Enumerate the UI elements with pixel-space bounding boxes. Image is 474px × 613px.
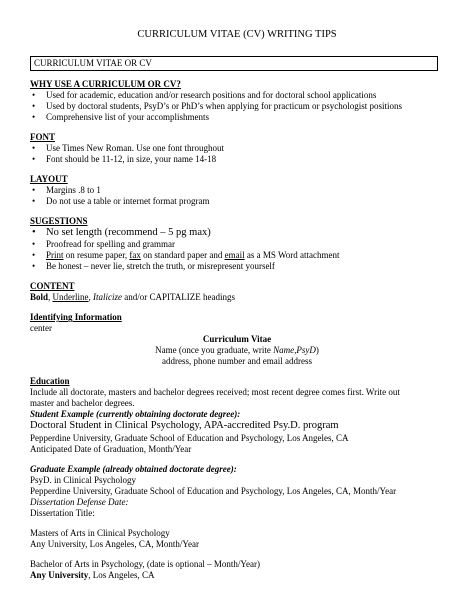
why-heading: WHY USE A CURRICULUM OR CV?: [30, 79, 181, 89]
grad-line: Dissertation Title:: [30, 507, 95, 518]
bullet-icon: •: [32, 100, 36, 111]
grad-line: PsyD. in Clinical Psychology: [30, 474, 137, 485]
education-heading: Education: [30, 376, 70, 387]
font-list: [30, 143, 444, 165]
font-heading: FONT: [30, 131, 56, 142]
student-line: Pepperdine University, Graduate School of Education and Psychology, Los Angeles, CA: [30, 432, 349, 443]
address-line: address, phone number and email address: [162, 356, 312, 367]
bullet-icon: •: [32, 184, 36, 195]
layout-heading: LAYOUT: [30, 173, 68, 184]
list-item: • Used for academic, education and/or research positions and for doctoral school applications: [32, 89, 377, 100]
bullet-icon: •: [32, 142, 36, 153]
masters-line: Masters of Arts in Clinical Psychology: [30, 527, 170, 538]
masters-line: Any University, Los Angeles, CA, Month/Year: [30, 538, 199, 549]
bullet-icon: •: [32, 226, 36, 238]
graduate-example-heading: Graduate Example (already obtained doctorate degree):: [30, 463, 237, 474]
bullet-icon: •: [32, 195, 36, 206]
list-item: • Print on resume paper, fax on standard paper and email as a MS Word attachment: [32, 250, 340, 261]
grad-line: Dissertation Defense Date:: [30, 496, 129, 507]
list-item: • Font should be 11-12, in size, your name 14-18: [32, 153, 217, 164]
list-item: • No set length (recommend – 5 pg max): [32, 226, 211, 238]
bullet-icon: •: [32, 261, 36, 272]
education-line: master and bachelor degrees.: [30, 398, 135, 409]
student-line: Anticipated Date of Graduation, Month/Year: [30, 443, 192, 454]
bachelor-line: Bachelor of Arts in Psychology, (date is optional – Month/Year): [30, 558, 260, 569]
content-heading: CONTENT: [30, 281, 75, 292]
content-line: Bold, Underline, Italicize and/or CAPITALIZE headings: [30, 292, 236, 303]
list-item: • Do not use a table or internet format program: [32, 195, 210, 206]
center-word: center: [30, 323, 52, 334]
list-item: • Use Times New Roman. Use one font throughout: [32, 142, 224, 153]
list-item: • Proofread for spelling and grammar: [32, 239, 175, 250]
name-line: Name (once you graduate, write Name,PsyD): [155, 345, 319, 356]
list-item: • Be honest – never lie, stretch the truth, or misrepresent yourself: [32, 261, 275, 272]
list-item: • Comprehensive list of your accomplishments: [32, 111, 209, 122]
cv-title: Curriculum Vitae: [202, 334, 272, 345]
bullet-icon: •: [32, 153, 36, 164]
bullet-icon: •: [32, 111, 36, 122]
grad-line: Pepperdine University, Graduate School of Education and Psychology, Los Angeles, CA, Month/Year: [30, 485, 397, 496]
subtitle-box: CURRICULUM VITAE OR CV: [30, 56, 438, 71]
document-body: [30, 79, 444, 580]
education-line: Include all doctorate, masters and bachelor degrees received; most recent degree comes first. Write out: [30, 387, 400, 398]
list-item: • Margins .8 to 1: [32, 184, 101, 195]
why-list: [30, 90, 444, 123]
bachelor-line: Any University, Los Angeles, CA: [30, 569, 155, 580]
bullet-icon: •: [32, 250, 36, 261]
document-title: CURRICULUM VITAE (CV) WRITING TIPS: [137, 29, 337, 40]
list-item: • Used by doctoral students, PsyD’s or PhD’s when applying for practicum or psychologist positions: [32, 100, 402, 111]
bullet-icon: •: [32, 239, 36, 250]
bullet-icon: •: [32, 89, 36, 100]
layout-list: [30, 185, 444, 207]
student-example-heading: Student Example (currently obtaining doctorate degree):: [30, 409, 241, 420]
identifying-heading: Identifying Information: [30, 312, 122, 323]
student-line: Doctoral Student in Clinical Psychology, APA-accredited Psy.D. program: [30, 420, 339, 432]
suggestions-heading: SUGESTIONS: [30, 215, 88, 226]
suggestions-list: [30, 227, 444, 273]
